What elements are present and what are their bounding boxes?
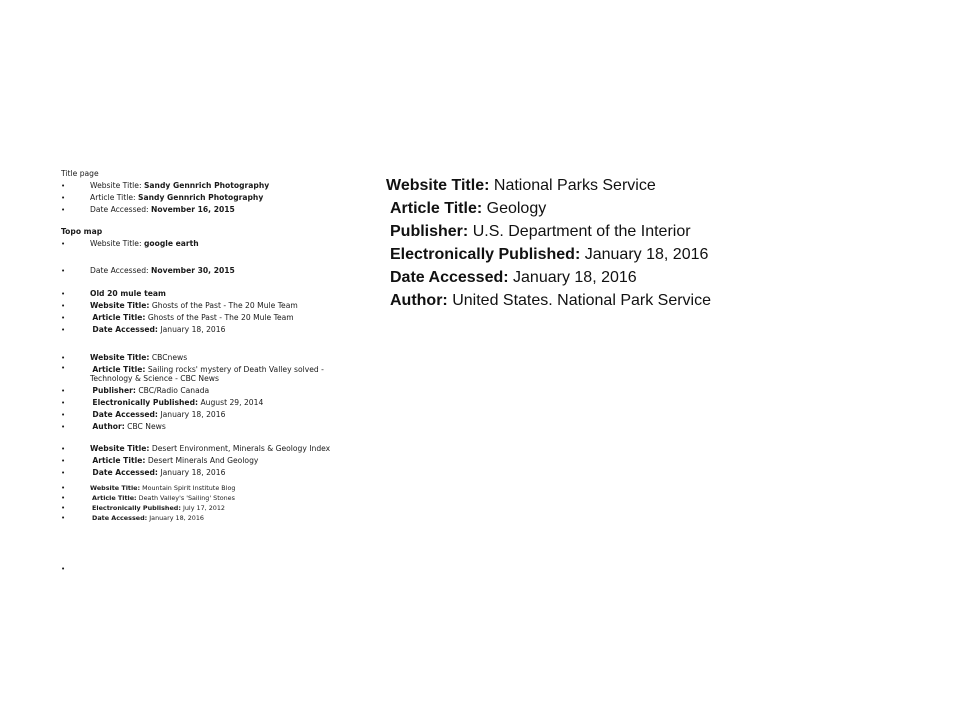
citation-item: • Author: CBC News — [40, 421, 340, 433]
citation-line-website-title: Website Title: National Parks Service — [386, 177, 656, 194]
citation-item: • Article Title: Death Valley's 'Sailing' Stones — [40, 493, 340, 503]
citation-list — [40, 238, 340, 277]
citation-list — [40, 288, 340, 336]
left-citation-column — [40, 168, 340, 575]
citation-item: • Website Title: Mountain Spirit Institute Blog — [40, 483, 340, 493]
citation-item: • Website Title: Sandy Gennrich Photography — [40, 180, 340, 192]
citation-item: • Article Title: Sailing rocks' mystery of Death Valley solved - Technology & Science - CBC News — [40, 364, 340, 385]
citation-item: • Date Accessed: January 18, 2016 — [40, 409, 340, 421]
citation-item: • Website Title: Desert Environment, Minerals & Geology Index — [40, 443, 340, 455]
citation-item: • Electronically Published: August 29, 2014 — [40, 397, 340, 409]
citation-list — [40, 443, 340, 479]
citation-mule-team — [40, 288, 340, 336]
section-heading: Topo map — [61, 227, 103, 236]
citation-item: • Website Title: CBCnews — [40, 352, 340, 364]
citation-item: • Date Accessed: November 16, 2015 — [40, 204, 340, 216]
right-citation-column — [386, 174, 946, 312]
citation-line-publisher: Publisher: U.S. Department of the Interior — [390, 223, 691, 240]
citation-item: • Website Title: google earth — [40, 238, 340, 250]
citation-desert — [40, 443, 340, 479]
citation-item: • Date Accessed: January 18, 2016 — [40, 324, 340, 336]
citation-item: • Date Accessed: January 18, 2016 — [40, 513, 340, 523]
citation-list — [40, 180, 340, 216]
citation-title-page — [40, 168, 340, 216]
citation-line-date-accessed: Date Accessed: January 18, 2016 — [390, 269, 637, 286]
citation-item: • Article Title: Desert Minerals And Geology — [40, 455, 340, 467]
citation-item: • Date Accessed: November 30, 2015 — [40, 265, 340, 277]
citation-item: • Electronically Published: July 17, 2012 — [40, 503, 340, 513]
citation-item: • Publisher: CBC/Radio Canada — [40, 385, 340, 397]
citation-list — [40, 352, 340, 433]
citation-list — [40, 483, 340, 523]
citation-item: • Article Title: Ghosts of the Past - The 20 Mule Team — [40, 312, 340, 324]
citation-cbc — [40, 352, 340, 433]
citation-line-author: Author: United States. National Park Service — [390, 292, 712, 309]
citation-item: • Website Title: Ghosts of the Past - The 20 Mule Team — [40, 300, 340, 312]
citation-line-article-title: Article Title: Geology — [390, 200, 547, 217]
citation-item: • Date Accessed: January 18, 2016 — [40, 467, 340, 479]
citation-mountain-spirit — [40, 483, 340, 523]
empty-bullet-list — [40, 563, 340, 575]
section-heading: Title page — [61, 169, 99, 178]
citation-item: • Old 20 mule team — [40, 288, 340, 300]
empty-bullet — [40, 563, 340, 575]
citation-line-electronically-published: Electronically Published: January 18, 2016 — [390, 246, 709, 263]
citation-item: • Article Title: Sandy Gennrich Photography — [40, 192, 340, 204]
citation-topo-map — [40, 226, 340, 277]
